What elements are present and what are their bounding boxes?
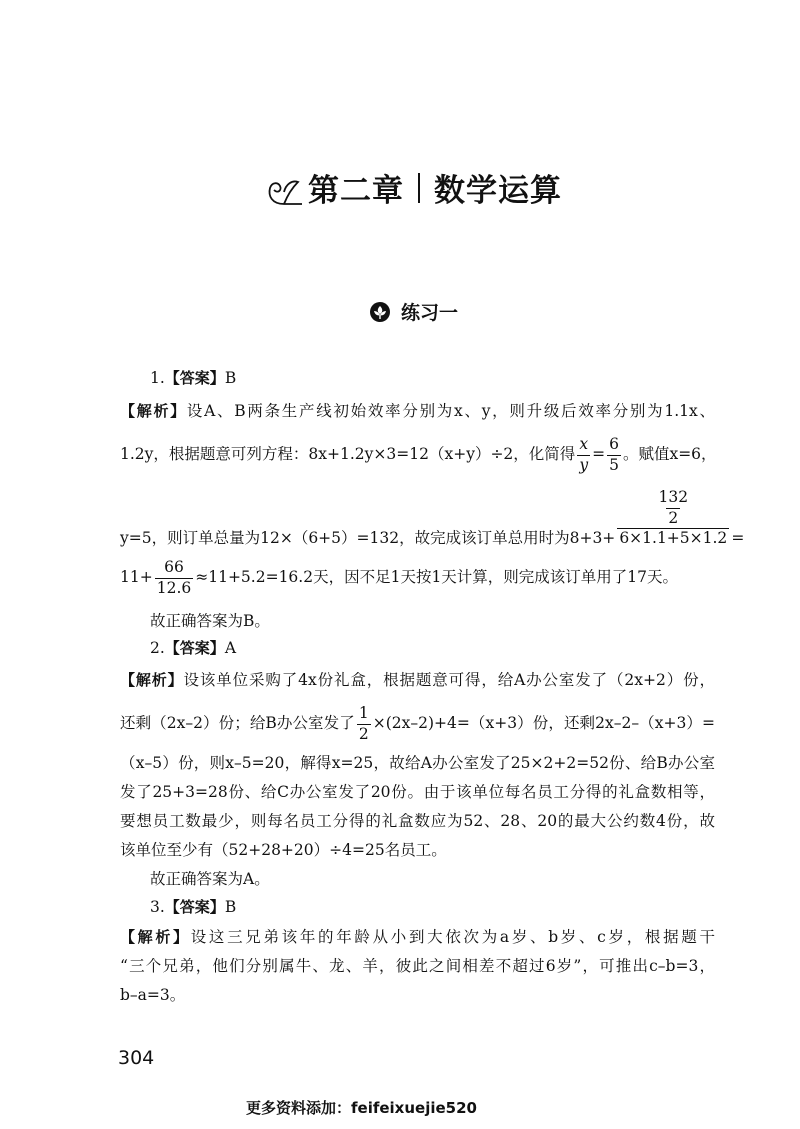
q1-conclusion: 故正确答案为B。: [150, 612, 270, 630]
q1-analysis-tag: 【解析】: [120, 402, 187, 420]
q3-answer: B: [224, 898, 237, 916]
q2-conclusion: 故正确答案为A。: [150, 870, 270, 888]
q1-text-3: y=5，则订单总量为12×（6+5）=132，故完成该订单总用时为8+3+: [120, 529, 616, 548]
section-heading: [369, 298, 458, 325]
q2-analysis-line-6: 该单位至少有（52+28+20）÷4=25名员工。: [120, 841, 447, 859]
q3-answer-tag: 【答案】: [164, 898, 225, 916]
q1-fraction-66: $\frac{66}{12.6}$: [156, 558, 192, 597]
q2-analysis-line-4: 发了25+3=28份、给C办公室发了20份。由于该单位每名员工分得的礼盒数相等，: [120, 783, 715, 801]
q1-analysis-line-2: 1.2y，根据题意可列方程：8x+1.2y×3=12（x+y）÷2，化简得 $\frac{x}{y}$ = $\frac{6}{5}$ 。赋值x=6，: [120, 435, 717, 474]
footer-note: 更多资料添加：feifeixuejie520: [246, 1099, 477, 1117]
q1-fraction-65: $\frac{6}{5}$: [609, 435, 619, 474]
q1-text-1: 设A、B两条生产线初始效率分别为x、y，则升级后效率分别为1.1x、: [186, 402, 715, 420]
q1-analysis-line-3: y=5，则订单总量为12×（6+5）=132，故完成该订单总用时为8+3+ $\frac{\frac{132}{2}}{6\times 1.1+5\times 1.2}$ =: [120, 488, 745, 548]
q1-analysis-line-1: [120, 404, 715, 420]
q2-analysis-line-2: [120, 706, 715, 742]
section-title: 练习一: [401, 302, 459, 324]
q1-analysis-line-4: 11+ $\frac{66}{12.6}$ ≈11+5.2=16.2天，因不足1天按1天计算，则完成该订单用了17天。: [120, 558, 679, 597]
q1-fraction-xy: $\frac{x}{y}$: [579, 435, 589, 474]
q3-text-1: 设这三兄弟该年的年龄从小到大依次为a岁、b岁、c岁，根据题干: [190, 928, 715, 946]
q1-complex-fraction: $\frac{\frac{132}{2}}{6\times 1.1+5\times 1.2}$: [619, 488, 728, 547]
q2-number: 2.: [150, 639, 165, 657]
q2-answer: A: [224, 639, 237, 657]
q1-answer-tag: 【答案】: [164, 369, 225, 387]
q3-analysis-line-3: b–a=3。: [120, 986, 186, 1004]
q2-answer-line: [150, 641, 236, 657]
chapter-number: 第二章: [308, 173, 404, 209]
q2-text-1: 设该单位采购了4x份礼盒，根据题意可得，给A办公室发了（2x+2）份，: [183, 671, 715, 689]
q2-analysis-line-5: 要想员工数最少，则每名员工分得的礼盒数应为52、28、20的最大公约数4份，故: [120, 812, 715, 830]
chapter-subtitle: 数学运算: [434, 173, 562, 209]
q2-answer-tag: 【答案】: [164, 639, 225, 657]
q1-number: 1.: [150, 369, 165, 387]
flower-icon: [369, 301, 391, 323]
chapter-heading: [262, 165, 562, 210]
q2-analysis-line-1: [120, 673, 715, 689]
q1-answer-line: [150, 371, 236, 387]
q2-analysis-line-3: （x–5）份，则x–5=20，解得x=25，故给A办公室发了25×2+2=52份、给B办公室: [120, 754, 715, 772]
q1-text-2b: 。赋值x=6，: [622, 445, 717, 463]
q3-number: 3.: [150, 898, 165, 916]
q2-fraction-half: $\frac{1}{2}$: [358, 704, 369, 743]
sprout-icon: [262, 168, 306, 208]
q2-text-2: 还剩（2x–2）份；给B办公室发了: [120, 714, 355, 732]
q2-text-2b: ×(2x–2)+4=（x+3）份，还剩2x–2–（x+3）=: [372, 714, 716, 732]
q1-answer: B: [224, 369, 237, 387]
q3-analysis-tag: 【解析】: [120, 928, 191, 946]
q1-text-4: ≈11+5.2=16.2天，因不足1天按1天计算，则完成该订单用了17天。: [195, 568, 679, 586]
q1-text-2: 1.2y，根据题意可列方程：8x+1.2y×3=12（x+y）÷2，化简得: [120, 445, 576, 463]
q3-analysis-line-2: “三个兄弟，他们分别属牛、龙、羊，彼此之间相差不超过6岁”，可推出c–b=3，: [120, 957, 715, 975]
q3-analysis-line-1: [120, 930, 715, 946]
page-number: 304: [118, 1047, 155, 1069]
q2-analysis-tag: 【解析】: [120, 671, 184, 689]
title-divider: [418, 173, 420, 203]
q3-answer-line: [150, 900, 236, 916]
